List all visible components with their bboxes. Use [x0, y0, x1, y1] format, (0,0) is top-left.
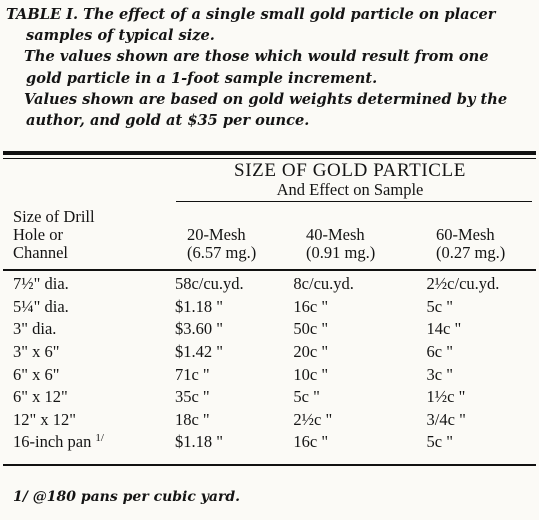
value-60-mesh: 3c " [426, 364, 453, 384]
size-cell [12, 409, 157, 432]
value-20-mesh: $1.18 " [174, 432, 223, 452]
column-weight-label: (6.57 mg.) [187, 243, 257, 262]
value-40-mesh: 2½c " [293, 409, 333, 429]
caption-line-3: The values shown are those which would result from one [24, 48, 489, 66]
table-row [12, 341, 537, 364]
column-weight-label: (0.27 mg.) [436, 243, 506, 262]
caption-line-2: samples of typical size. [26, 27, 215, 45]
value-60-mesh: 6c " [426, 342, 453, 362]
value-40-mesh: 50c " [293, 319, 329, 339]
value-40-mesh: 16c " [293, 432, 329, 452]
stub-header-line-1: Size of Drill [13, 207, 95, 226]
column-mesh-label: 20-Mesh [187, 225, 246, 244]
size-label: 6" x 6" [13, 364, 60, 384]
column-mesh-label: 40-Mesh [306, 225, 365, 244]
caption-line-4: gold particle in a 1-foot sample increment. [26, 69, 378, 87]
value-20-mesh: 58c/cu.yd. [174, 274, 244, 294]
value-20-mesh: 18c " [174, 409, 210, 429]
bottom-rule [3, 464, 536, 466]
size-label: 3" x 6" [13, 342, 60, 362]
value-60-mesh: 5c " [426, 296, 453, 316]
top-rule-thin [3, 158, 536, 159]
table-caption [6, 4, 534, 131]
value-60-mesh: 5c " [426, 432, 453, 452]
value-60-mesh: 1½c " [426, 387, 466, 407]
caption-line-5: Values shown are based on gold weights determined by the [24, 90, 508, 108]
stub-header-line-3: Channel [13, 243, 68, 262]
table-row [12, 318, 537, 341]
size-cell [12, 431, 157, 454]
value-60-mesh: 14c " [426, 319, 462, 339]
table-row [12, 363, 537, 386]
size-cell [12, 296, 157, 319]
column-header-20-mesh [187, 226, 256, 262]
value-40-mesh: 8c/cu.yd. [293, 274, 354, 294]
size-label: 3" dia. [13, 319, 57, 339]
data-table [12, 273, 537, 454]
group-subtitle: And Effect on Sample [276, 180, 424, 199]
value-40-mesh: 10c " [293, 364, 329, 384]
value-20-mesh: $1.18 " [174, 296, 223, 316]
header-rule [3, 269, 536, 271]
value-20-mesh: 35c " [174, 387, 210, 407]
footnote: 1/ @180 pans per cubic yard. [13, 489, 241, 505]
value-60-mesh: 2½c/cu.yd. [426, 274, 500, 294]
table-row [12, 409, 537, 432]
table-row [12, 273, 537, 296]
top-rule-thick [3, 151, 536, 155]
size-label: 6" x 12" [13, 387, 68, 407]
value-40-mesh: 5c " [293, 387, 320, 407]
table-row [12, 386, 537, 409]
size-cell [12, 273, 157, 296]
caption-line-6: author, and gold at $35 per ounce. [26, 112, 310, 130]
caption-line-1: TABLE I. The effect of a single small gold particle on placer [6, 6, 496, 23]
size-cell [12, 318, 157, 341]
column-mesh-label: 60-Mesh [436, 225, 495, 244]
size-label: 16-inch pan [13, 432, 92, 452]
size-label: 7½" dia. [13, 274, 69, 294]
size-label: 12" x 12" [13, 409, 76, 429]
group-header-rule [176, 201, 532, 202]
size-label: 5¼" dia. [13, 296, 69, 316]
value-20-mesh: $3.60 " [174, 319, 223, 339]
value-20-mesh: $1.42 " [174, 342, 223, 362]
table-row [12, 431, 537, 454]
column-weight-label: (0.91 mg.) [306, 243, 376, 262]
value-20-mesh: 71c " [174, 364, 210, 384]
size-cell [12, 341, 157, 364]
group-title: SIZE OF GOLD PARTICLE [234, 160, 466, 181]
size-cell [12, 386, 157, 409]
table-row [12, 296, 537, 319]
value-40-mesh: 16c " [293, 296, 329, 316]
value-60-mesh: 3/4c " [426, 409, 466, 429]
value-40-mesh: 20c " [293, 342, 329, 362]
stub-header-line-2: Hole or [13, 225, 63, 244]
column-header-40-mesh [306, 226, 375, 262]
stub-header [13, 208, 95, 262]
column-header-60-mesh [436, 226, 505, 262]
size-cell [12, 363, 157, 386]
footnote-marker: 1/ [95, 432, 104, 445]
